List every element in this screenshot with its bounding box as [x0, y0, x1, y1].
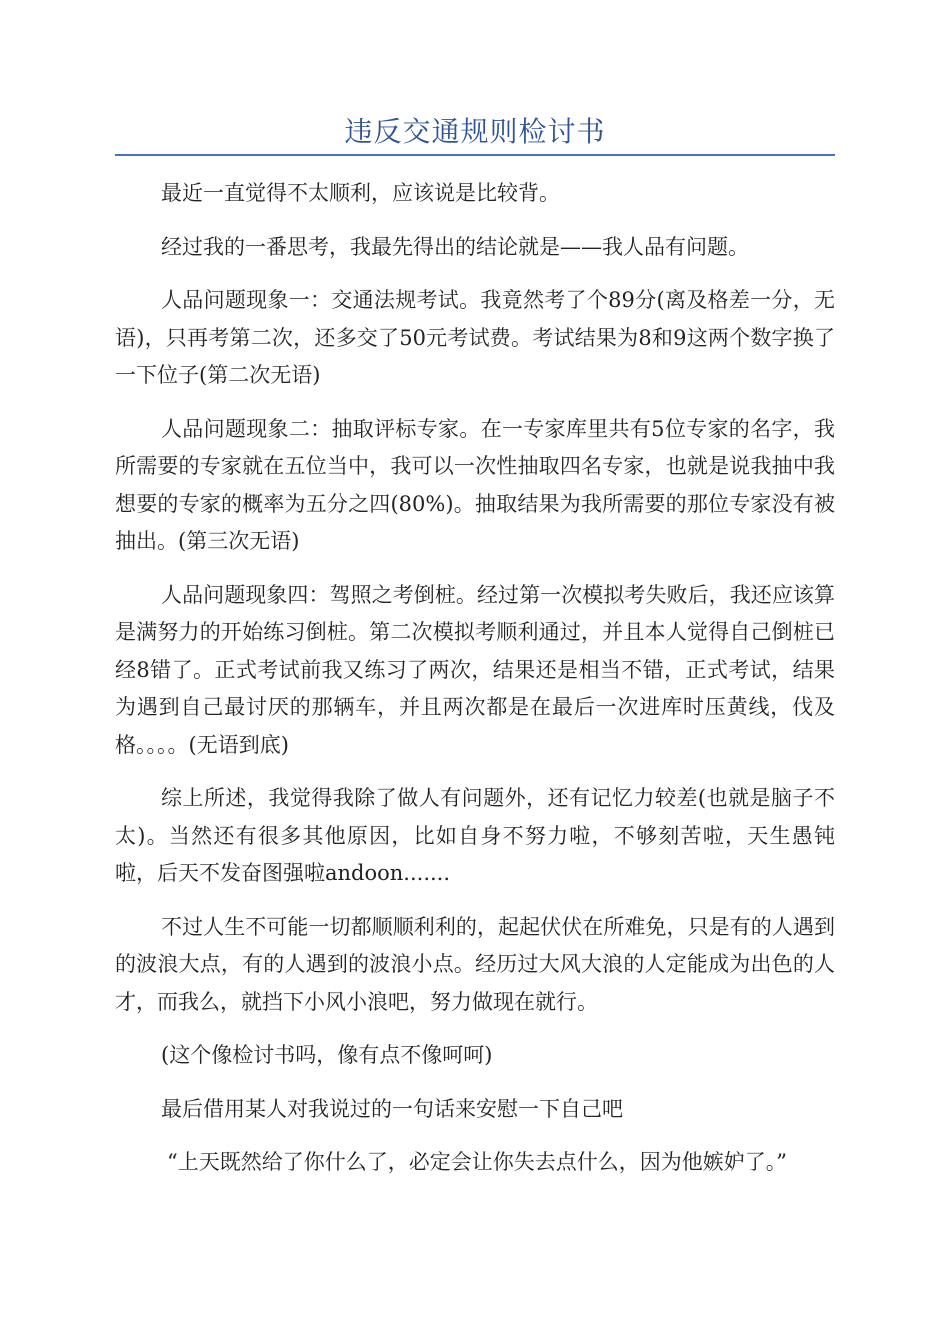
- paragraph-phenomenon-two: 人品问题现象二：抽取评标专家。在一专家库里共有5位专家的名字，我所需要的专家就在五位当中，我可以一次性抽取四名专家，也就是说我抽中我想要的专家的概率为五分之四(80%)。抽取结果为我所需要的那位专家没有被抽出。(第三次无语): [115, 416, 835, 553]
- paragraph-aside: (这个像检讨书吗，像有点不像呵呵): [161, 1043, 493, 1067]
- paragraph-quote: “上天既然给了你什么了，必定会让你失去点什么，因为他嫉妒了。”: [167, 1150, 787, 1174]
- paragraph-phenomenon-four: 人品问题现象四：驾照之考倒桩。经过第一次模拟考失败后，我还应该算是满努力的开始练习倒桩。第二次模拟考顺利通过，并且本人觉得自己倒桩已经8错了。正式考试前我又练习了两次，结果还是相当不错，正式考试，结果为遇到自己最讨厌的那辆车，并且两次都是在最后一次进库时压黄线，伐及格。。。。(无语到底): [115, 582, 835, 757]
- paragraph-closing: 最后借用某人对我说过的一句话来安慰一下自己吧: [161, 1096, 623, 1121]
- paragraph-conclusion: 经过我的一番思考，我最先得出的结论就是——我人品有问题。: [161, 234, 749, 259]
- paragraph-phenomenon-one: 人品问题现象一：交通法规考试。我竟然考了个89分(离及格差一分，无语)，只再考第二次，还多交了50元考试费。考试结果为8和9这两个数字换了一下位子(第二次无语): [115, 288, 835, 387]
- document-body: [115, 175, 835, 1198]
- paragraph-summary: 综上所述，我觉得我除了做人有问题外，还有记忆力较差(也就是脑子不太)。当然还有很多其他原因，比如自身不努力啦，不够刻苦啦，天生愚钝啦，后天不发奋图强啦andoon.......: [115, 786, 835, 885]
- paragraph-intro: 最近一直觉得不太顺利，应该说是比较背。: [161, 181, 560, 205]
- title-underline: [115, 154, 835, 156]
- paragraph-reflection: 不过人生不可能一切都顺顺利利的，起起伏伏在所难免，只是有的人遇到的波浪大点，有的人遇到的波浪小点。经历过大风大浪的人定能成为出色的人才，而我么，就挡下小风小浪吧，努力做现在就行。: [115, 914, 835, 1014]
- document-title: 违反交通规则检讨书: [344, 115, 606, 148]
